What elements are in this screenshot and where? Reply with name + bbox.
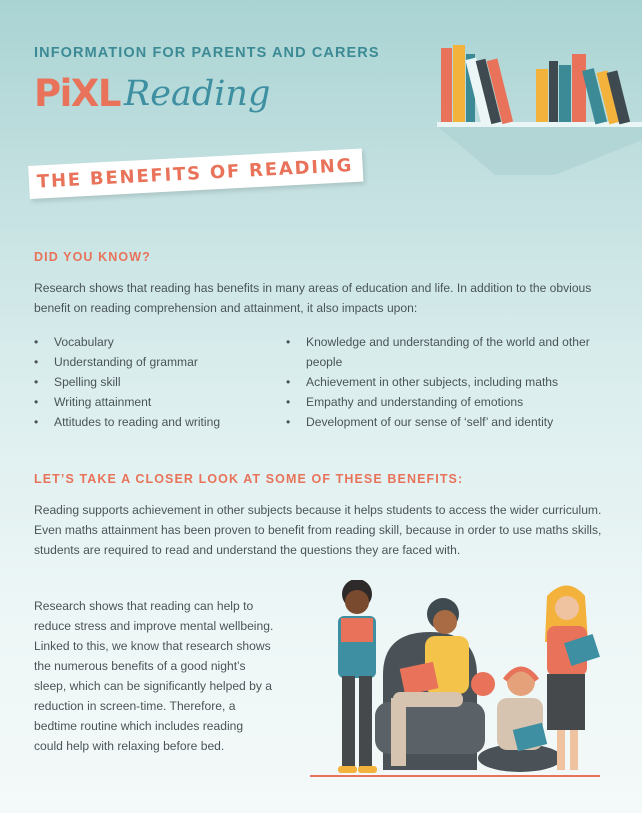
shelf-shadow xyxy=(435,124,642,175)
woman-face xyxy=(555,596,579,620)
book xyxy=(536,69,548,122)
kicker: INFORMATION FOR PARENTS AND CARERS xyxy=(34,45,380,61)
logo-pixl: PiXL xyxy=(34,72,120,115)
woman-leg xyxy=(557,730,565,770)
book xyxy=(549,61,558,122)
boy-face xyxy=(345,590,369,614)
list-item: • Attitudes to reading and writing xyxy=(34,412,274,432)
boy-book xyxy=(341,618,373,642)
title-banner xyxy=(28,149,363,199)
woman-leg xyxy=(570,730,578,770)
list-item: • Understanding of grammar xyxy=(34,352,274,372)
bookshelf-illustration xyxy=(435,40,642,175)
logo xyxy=(34,72,270,128)
benefits-list-left xyxy=(34,332,274,432)
section-heading-closer-look: LET’S TAKE A CLOSER LOOK AT SOME OF THESE BENEFITS: xyxy=(34,472,464,486)
list-item: • Empathy and understanding of emotions xyxy=(286,392,604,412)
benefits-list-right xyxy=(286,332,604,432)
book xyxy=(559,65,571,122)
list-item: • Development of our sense of ‘self’ and identity xyxy=(286,412,604,432)
section-heading-did-you-know: DID YOU KNOW? xyxy=(34,250,151,264)
list-item: • Achievement in other subjects, including maths xyxy=(286,372,604,392)
boy-shoe xyxy=(338,766,357,773)
list-item: • Writing attainment xyxy=(34,392,274,412)
book xyxy=(453,45,465,122)
woman-skirt xyxy=(547,674,585,730)
boy-shoe xyxy=(358,766,377,773)
girl-face xyxy=(433,610,457,634)
wellbeing-paragraph: Research shows that reading can help to reduce stress and improve mental wellbeing. Linked to this, we know that research shows the numerous benefits of a good night’s sleep, which can be significantly helped by a reduction in screen-time. Therefore, a bedtime routine which includes reading could help with relaxing before bed. xyxy=(34,599,274,753)
list-item: • Knowledge and understanding of the world and other people xyxy=(286,332,604,372)
curriculum-paragraph: Reading supports achievement in other subjects because it helps students to access the wider curriculum. Even maths attainment has been proven to benefit from reading skill, because in order to use maths skills, students are required to read and understand the questions they are faced with. xyxy=(34,503,602,557)
people-reading-illustration xyxy=(305,580,605,780)
page-title: THE BENEFITS OF READING xyxy=(36,155,354,193)
boy-leg xyxy=(359,676,372,770)
intro-paragraph: Research shows that reading has benefits in many areas of education and life. In addition to the obvious benefit on reading comprehension and attainment, it also impacts upon: xyxy=(34,281,592,315)
book xyxy=(572,54,586,122)
list-item: • Vocabulary xyxy=(34,332,274,352)
boy-leg xyxy=(342,676,355,770)
logo-reading: Reading xyxy=(123,74,271,114)
book xyxy=(441,48,452,122)
list-item: • Spelling skill xyxy=(34,372,274,392)
girl-shin xyxy=(391,698,406,766)
cat xyxy=(471,672,495,696)
